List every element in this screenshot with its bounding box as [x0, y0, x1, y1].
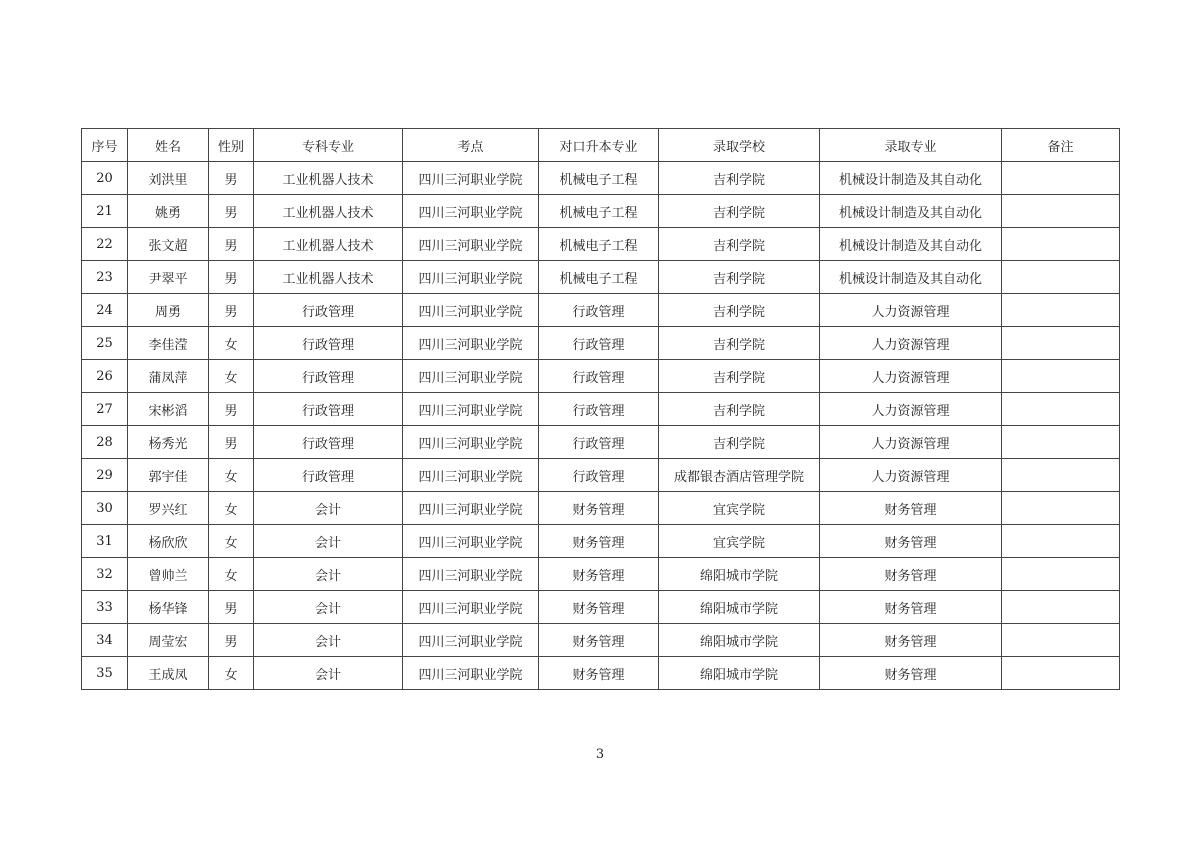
- cell-admitted-major: 财务管理: [820, 591, 1002, 624]
- cell-index: 26: [82, 360, 128, 393]
- cell-remarks: [1002, 558, 1120, 591]
- cell-upgrade-major: 行政管理: [539, 459, 659, 492]
- cell-diploma-major: 行政管理: [254, 393, 403, 426]
- cell-upgrade-major: 财务管理: [539, 525, 659, 558]
- cell-index: 27: [82, 393, 128, 426]
- cell-upgrade-major: 机械电子工程: [539, 228, 659, 261]
- cell-name: 杨华锋: [128, 591, 209, 624]
- header-col-diploma-major: 专科专业: [254, 129, 403, 162]
- cell-upgrade-major: 行政管理: [539, 426, 659, 459]
- page-number: 3: [595, 747, 605, 762]
- cell-admitted-school: 绵阳城市学院: [659, 657, 820, 690]
- table-row: [82, 162, 1120, 195]
- cell-upgrade-major: 机械电子工程: [539, 195, 659, 228]
- cell-diploma-major: 工业机器人技术: [254, 195, 403, 228]
- cell-diploma-major: 行政管理: [254, 294, 403, 327]
- cell-admitted-school: 吉利学院: [659, 426, 820, 459]
- cell-gender: 女: [209, 459, 254, 492]
- cell-upgrade-major: 机械电子工程: [539, 261, 659, 294]
- cell-diploma-major: 行政管理: [254, 327, 403, 360]
- table-row: [82, 525, 1120, 558]
- cell-exam-site: 四川三河职业学院: [403, 558, 539, 591]
- cell-upgrade-major: 财务管理: [539, 558, 659, 591]
- cell-gender: 男: [209, 426, 254, 459]
- cell-diploma-major: 会计: [254, 591, 403, 624]
- cell-upgrade-major: 财务管理: [539, 591, 659, 624]
- cell-admitted-school: 吉利学院: [659, 195, 820, 228]
- cell-name: 刘洪里: [128, 162, 209, 195]
- cell-admitted-school: 绵阳城市学院: [659, 591, 820, 624]
- cell-admitted-school: 吉利学院: [659, 393, 820, 426]
- cell-admitted-major: 机械设计制造及其自动化: [820, 228, 1002, 261]
- cell-admitted-major: 人力资源管理: [820, 360, 1002, 393]
- cell-admitted-major: 财务管理: [820, 657, 1002, 690]
- cell-gender: 女: [209, 525, 254, 558]
- cell-name: 王成凤: [128, 657, 209, 690]
- cell-admitted-major: 财务管理: [820, 558, 1002, 591]
- cell-name: 尹翠平: [128, 261, 209, 294]
- cell-remarks: [1002, 195, 1120, 228]
- cell-gender: 女: [209, 657, 254, 690]
- table-row: [82, 228, 1120, 261]
- admission-table: [81, 128, 1120, 690]
- cell-admitted-school: 宜宾学院: [659, 525, 820, 558]
- cell-remarks: [1002, 426, 1120, 459]
- cell-name: 宋彬滔: [128, 393, 209, 426]
- cell-gender: 女: [209, 327, 254, 360]
- cell-diploma-major: 会计: [254, 558, 403, 591]
- cell-gender: 女: [209, 558, 254, 591]
- cell-admitted-major: 人力资源管理: [820, 294, 1002, 327]
- cell-name: 曾帅兰: [128, 558, 209, 591]
- header-col-admitted-major: 录取专业: [820, 129, 1002, 162]
- cell-diploma-major: 行政管理: [254, 426, 403, 459]
- cell-remarks: [1002, 228, 1120, 261]
- cell-name: 张文超: [128, 228, 209, 261]
- cell-exam-site: 四川三河职业学院: [403, 360, 539, 393]
- cell-diploma-major: 会计: [254, 492, 403, 525]
- cell-index: 28: [82, 426, 128, 459]
- cell-admitted-major: 财务管理: [820, 624, 1002, 657]
- cell-upgrade-major: 机械电子工程: [539, 162, 659, 195]
- table-row: [82, 624, 1120, 657]
- cell-diploma-major: 会计: [254, 624, 403, 657]
- cell-admitted-school: 吉利学院: [659, 228, 820, 261]
- cell-name: 罗兴红: [128, 492, 209, 525]
- cell-admitted-major: 人力资源管理: [820, 426, 1002, 459]
- cell-exam-site: 四川三河职业学院: [403, 261, 539, 294]
- cell-remarks: [1002, 459, 1120, 492]
- cell-diploma-major: 工业机器人技术: [254, 261, 403, 294]
- cell-admitted-school: 宜宾学院: [659, 492, 820, 525]
- cell-admitted-major: 财务管理: [820, 492, 1002, 525]
- cell-gender: 男: [209, 393, 254, 426]
- cell-exam-site: 四川三河职业学院: [403, 393, 539, 426]
- cell-index: 20: [82, 162, 128, 195]
- cell-name: 姚勇: [128, 195, 209, 228]
- table-row: [82, 327, 1120, 360]
- cell-remarks: [1002, 492, 1120, 525]
- cell-index: 30: [82, 492, 128, 525]
- cell-admitted-school: 吉利学院: [659, 360, 820, 393]
- table-row: [82, 591, 1120, 624]
- cell-diploma-major: 会计: [254, 657, 403, 690]
- cell-name: 杨秀光: [128, 426, 209, 459]
- header-col-index: 序号: [82, 129, 128, 162]
- cell-diploma-major: 行政管理: [254, 459, 403, 492]
- table-row: [82, 360, 1120, 393]
- cell-upgrade-major: 财务管理: [539, 492, 659, 525]
- table-header-row: [82, 129, 1120, 162]
- cell-index: 25: [82, 327, 128, 360]
- table-body: [82, 162, 1120, 690]
- cell-index: 29: [82, 459, 128, 492]
- table-row: [82, 657, 1120, 690]
- cell-exam-site: 四川三河职业学院: [403, 294, 539, 327]
- cell-admitted-school: 吉利学院: [659, 327, 820, 360]
- cell-upgrade-major: 行政管理: [539, 393, 659, 426]
- cell-exam-site: 四川三河职业学院: [403, 195, 539, 228]
- cell-index: 24: [82, 294, 128, 327]
- table-row: [82, 393, 1120, 426]
- cell-exam-site: 四川三河职业学院: [403, 492, 539, 525]
- cell-gender: 女: [209, 492, 254, 525]
- cell-gender: 男: [209, 162, 254, 195]
- cell-index: 33: [82, 591, 128, 624]
- cell-exam-site: 四川三河职业学院: [403, 624, 539, 657]
- cell-admitted-major: 机械设计制造及其自动化: [820, 261, 1002, 294]
- cell-exam-site: 四川三河职业学院: [403, 426, 539, 459]
- cell-name: 杨欣欣: [128, 525, 209, 558]
- cell-admitted-school: 吉利学院: [659, 294, 820, 327]
- cell-admitted-major: 人力资源管理: [820, 459, 1002, 492]
- table-row: [82, 195, 1120, 228]
- cell-exam-site: 四川三河职业学院: [403, 162, 539, 195]
- cell-gender: 男: [209, 228, 254, 261]
- cell-name: 蒲凤萍: [128, 360, 209, 393]
- cell-admitted-school: 成都银杏酒店管理学院: [659, 459, 820, 492]
- cell-diploma-major: 行政管理: [254, 360, 403, 393]
- cell-gender: 男: [209, 624, 254, 657]
- header-col-gender: 性别: [209, 129, 254, 162]
- cell-gender: 男: [209, 261, 254, 294]
- cell-upgrade-major: 行政管理: [539, 360, 659, 393]
- cell-upgrade-major: 财务管理: [539, 624, 659, 657]
- cell-remarks: [1002, 624, 1120, 657]
- cell-index: 32: [82, 558, 128, 591]
- cell-upgrade-major: 行政管理: [539, 294, 659, 327]
- cell-exam-site: 四川三河职业学院: [403, 525, 539, 558]
- cell-exam-site: 四川三河职业学院: [403, 459, 539, 492]
- cell-admitted-major: 人力资源管理: [820, 393, 1002, 426]
- header-col-upgrade-major: 对口升本专业: [539, 129, 659, 162]
- cell-index: 22: [82, 228, 128, 261]
- cell-gender: 男: [209, 195, 254, 228]
- cell-admitted-major: 人力资源管理: [820, 327, 1002, 360]
- cell-remarks: [1002, 525, 1120, 558]
- cell-remarks: [1002, 591, 1120, 624]
- table-row: [82, 426, 1120, 459]
- table-row: [82, 492, 1120, 525]
- cell-remarks: [1002, 294, 1120, 327]
- cell-admitted-school: 绵阳城市学院: [659, 558, 820, 591]
- cell-exam-site: 四川三河职业学院: [403, 327, 539, 360]
- cell-gender: 男: [209, 591, 254, 624]
- cell-upgrade-major: 财务管理: [539, 657, 659, 690]
- table-row: [82, 459, 1120, 492]
- cell-remarks: [1002, 360, 1120, 393]
- cell-gender: 男: [209, 294, 254, 327]
- cell-diploma-major: 工业机器人技术: [254, 162, 403, 195]
- cell-name: 周勇: [128, 294, 209, 327]
- cell-upgrade-major: 行政管理: [539, 327, 659, 360]
- cell-name: 李佳滢: [128, 327, 209, 360]
- cell-admitted-major: 机械设计制造及其自动化: [820, 195, 1002, 228]
- table-row: [82, 261, 1120, 294]
- cell-admitted-school: 吉利学院: [659, 162, 820, 195]
- cell-admitted-major: 财务管理: [820, 525, 1002, 558]
- cell-admitted-school: 绵阳城市学院: [659, 624, 820, 657]
- cell-index: 21: [82, 195, 128, 228]
- cell-exam-site: 四川三河职业学院: [403, 591, 539, 624]
- table-row: [82, 558, 1120, 591]
- cell-index: 35: [82, 657, 128, 690]
- cell-remarks: [1002, 327, 1120, 360]
- cell-gender: 女: [209, 360, 254, 393]
- cell-name: 周莹宏: [128, 624, 209, 657]
- cell-exam-site: 四川三河职业学院: [403, 657, 539, 690]
- cell-name: 郭宇佳: [128, 459, 209, 492]
- header-col-name: 姓名: [128, 129, 209, 162]
- cell-admitted-major: 机械设计制造及其自动化: [820, 162, 1002, 195]
- cell-remarks: [1002, 261, 1120, 294]
- cell-exam-site: 四川三河职业学院: [403, 228, 539, 261]
- header-col-remarks: 备注: [1002, 129, 1120, 162]
- table-row: [82, 294, 1120, 327]
- header-col-admitted-school: 录取学校: [659, 129, 820, 162]
- cell-admitted-school: 吉利学院: [659, 261, 820, 294]
- cell-index: 34: [82, 624, 128, 657]
- cell-index: 31: [82, 525, 128, 558]
- cell-diploma-major: 会计: [254, 525, 403, 558]
- cell-diploma-major: 工业机器人技术: [254, 228, 403, 261]
- cell-remarks: [1002, 393, 1120, 426]
- cell-remarks: [1002, 657, 1120, 690]
- cell-index: 23: [82, 261, 128, 294]
- header-col-exam-site: 考点: [403, 129, 539, 162]
- cell-remarks: [1002, 162, 1120, 195]
